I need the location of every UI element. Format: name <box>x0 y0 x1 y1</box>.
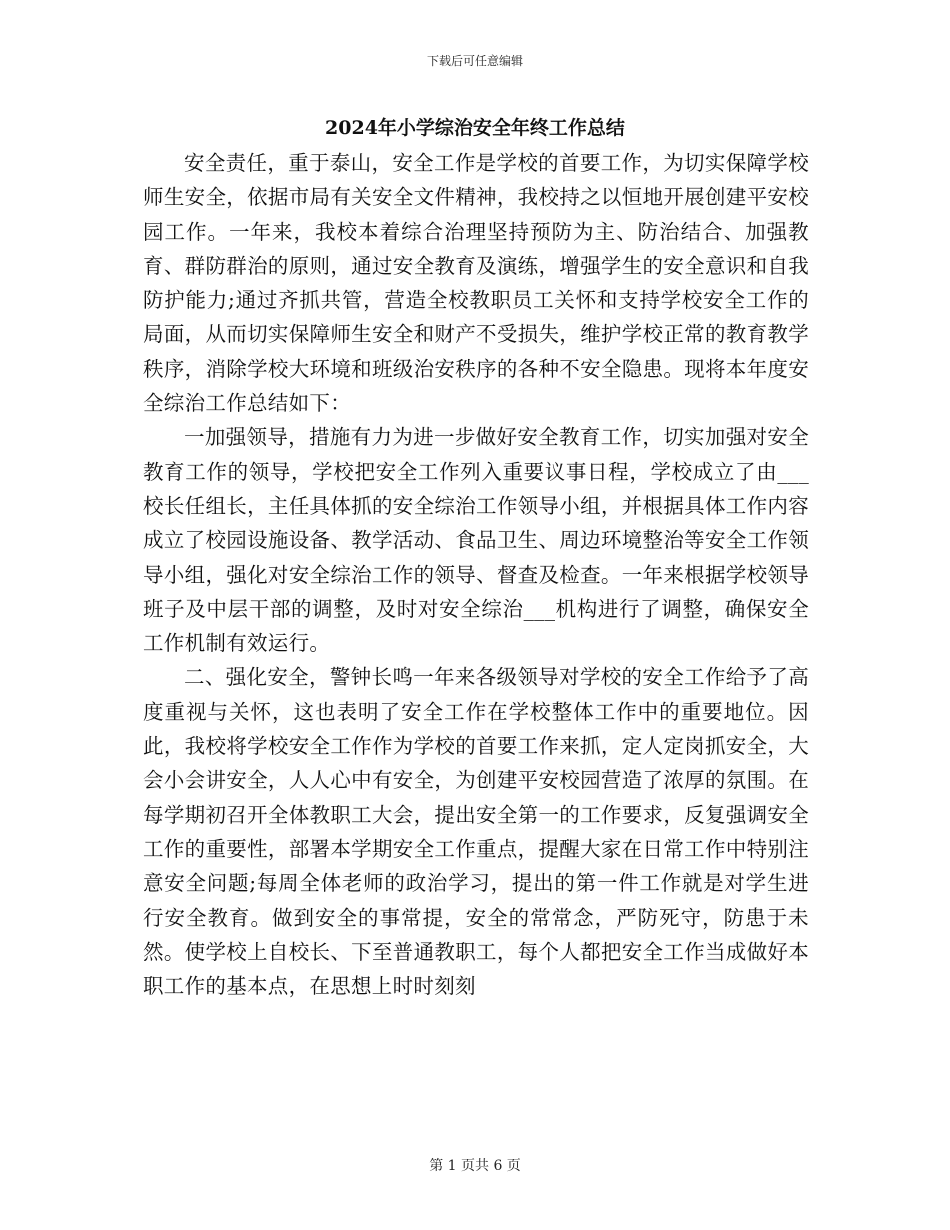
body-paragraph: 安全责任，重于泰山，安全工作是学校的首要工作，为切实保障学校师生安全，依据市局有关安全文件精神，我校持之以恒地开展创建平安校园工作。一年来，我校本着综合治理坚持预防为主、防治结合、加强教育、群防群治的原则，通过安全教育及演练，增强学生的安全意识和自我防护能力;通过齐抓共管，营造全校教职员工关怀和支持学校安全工作的局面，从而切实保障师生安全和财产不受损失，维护学校正常的教育教学秩序，消除学校大环境和班级治安秩序的各种不安全隐患。现将本年度安全综治工作总结如下： <box>143 151 809 416</box>
page-number: 第 1 页共 6 页 <box>429 1158 521 1174</box>
header-note: 下载后可任意编辑 <box>426 54 523 68</box>
document-body <box>143 146 809 1003</box>
body-paragraph: 一加强领导，措施有力为进一步做好安全教育工作，切实加强对安全教育工作的领导，学校把安全工作列入重要议事日程，学校成立了由___校长任组长，主任具体抓的安全综治工作领导小组，并根据具体工作内容成立了校园设施设备、教学活动、食品卫生、周边环境整治等安全工作领导小组，强化对安全综治工作的领导、督查及检查。一年来根据学校领导班子及中层干部的调整，及时对安全综治___机构进行了调整，确保安全工作机制有效运行。 <box>143 425 809 656</box>
body-paragraph: 二、强化安全，警钟长鸣一年来各级领导对学校的安全工作给予了高度重视与关怀，这也表明了安全工作在学校整体工作中的重要地位。因此，我校将学校安全工作作为学校的首要工作来抓，定人定岗抓安全，大会小会讲安全，人人心中有安全，为创建平安校园营造了浓厚的氛围。在每学期初召开全体教职工大会，提出安全第一的工作要求，反复强调安全工作的重要性，部署本学期安全工作重点，提醒大家在日常工作中特别注意安全问题;每周全体老师的政治学习，提出的第一件工作就是对学生进行安全教育。做到安全的事常提，安全的常常念，严防死守，防患于未然。使学校上自校长、下至普通教职工，每个人都把安全工作当成做好本职工作的基本点，在思想上时时刻刻 <box>143 665 809 999</box>
document-title: 2024年小学综治安全年终工作总结 <box>325 117 625 139</box>
